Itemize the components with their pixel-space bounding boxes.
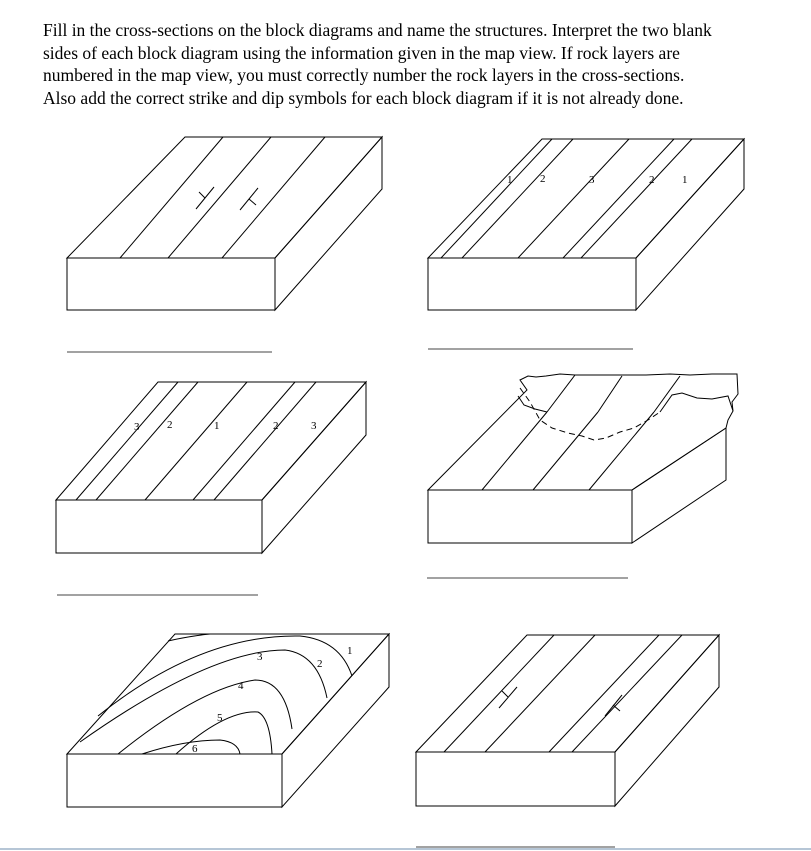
layer-label: 3 [589,174,595,186]
contact-line [518,139,629,258]
contact-line [76,382,178,500]
fold-contact [118,680,292,754]
contact-line [193,382,295,500]
block-side-face [282,634,389,807]
layer-label: 3 [134,421,140,433]
contact-line [572,635,682,752]
layer-label: 2 [273,420,279,432]
block-top-face [67,137,382,258]
contact-line [168,137,271,258]
contact-line [441,139,552,258]
block-front-face [67,258,275,310]
layer-label: 2 [540,173,546,185]
contact-line [120,137,223,258]
instruction-line-3: numbered in the map view, you must correctly number the rock layers in the cross-sections. [43,65,685,85]
contact-line [581,139,692,258]
block-front-face [67,754,282,807]
block-side-face [275,137,382,310]
block-top-face [56,382,366,500]
fold-contact [98,636,352,716]
layer-label: 6 [192,743,198,755]
block-top-face [67,634,389,754]
fold-contact [176,712,272,754]
block-side-face [615,635,719,806]
fold-contact [80,650,327,742]
contact-line [462,139,573,258]
contact-line [485,635,595,752]
block-front-face [56,500,262,553]
instruction-line-4: Also add the correct strike and dip symbols for each block diagram if it is not already done. [43,87,684,108]
layer-label: 3 [311,420,317,432]
block-side-face [262,382,366,553]
block-diagram-3 [56,382,366,595]
strike-dip-symbol [605,695,622,716]
contact-line [222,137,325,258]
block-diagram-6 [416,635,719,847]
block-diagram-4 [427,374,738,578]
block-front-face [416,752,615,806]
block-top-face [428,139,744,258]
contact-line [96,382,198,500]
contact-line [563,139,674,258]
block-diagram-1 [67,137,382,352]
block-front-face [428,490,632,543]
block-top-face [428,374,738,490]
layer-label: 3 [257,651,263,663]
layer-label: 1 [347,645,353,657]
strike-dip-symbol [240,188,258,210]
layer-label: 1 [682,174,688,186]
block-front-face [428,258,636,310]
block-diagram-2 [428,139,744,349]
layer-label: 2 [649,174,655,186]
layer-label: 4 [238,680,244,692]
layer-label: 2 [167,419,173,431]
fold-contact [142,740,240,754]
contact-line [214,382,316,500]
strike-dip-symbol [196,187,214,209]
contact-line [549,635,659,752]
layer-label: 1 [214,420,220,432]
contact-line [145,382,247,500]
block-diagram-5 [67,634,389,807]
block-side-face [636,139,744,310]
block-top-face [416,635,719,752]
layer-label: 2 [317,658,323,670]
layer-label: 1 [507,174,513,186]
layer-label: 5 [217,712,223,724]
contact-line [444,635,554,752]
instruction-line-2: sides of each block diagram using the information given in the map view. If rock layers are [43,42,680,63]
instruction-line-1: Fill in the cross-sections on the block diagrams and name the structures. Interpret the two blank [43,20,712,40]
